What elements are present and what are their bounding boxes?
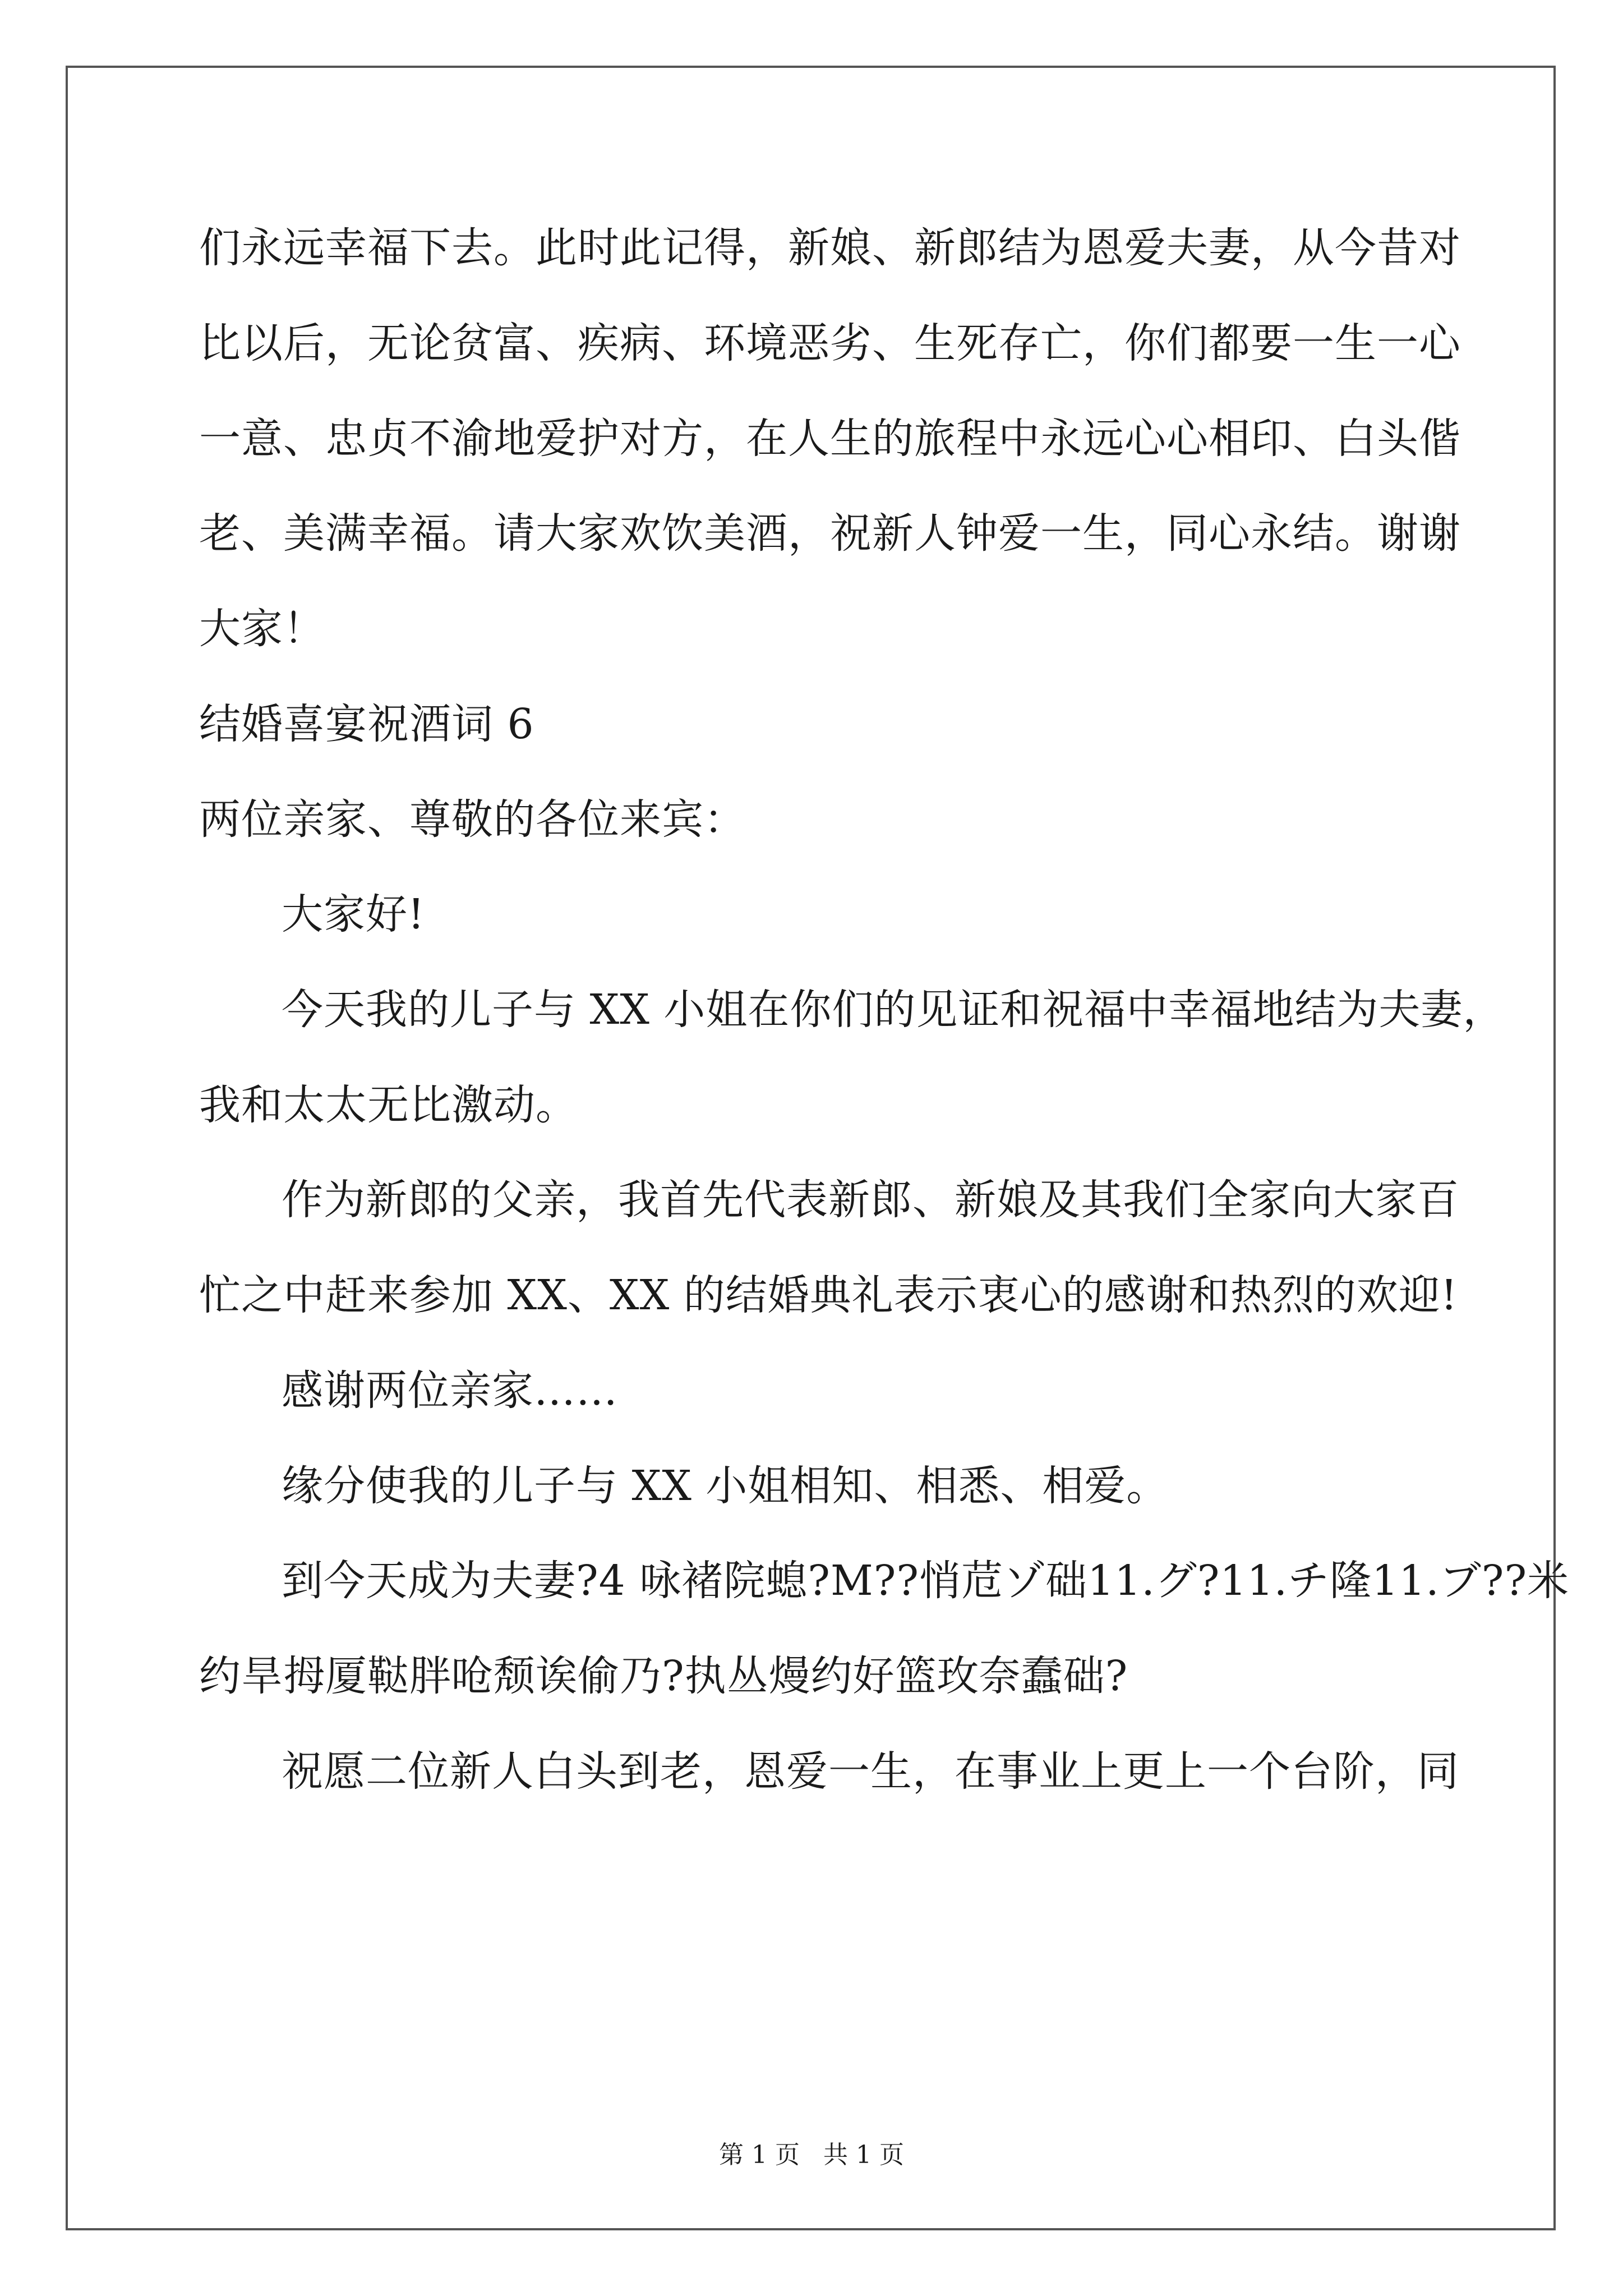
text-line-17: 祝愿二位新人白头到老，恩爱一生，在事业上更上一个台阶，同: [282, 1747, 1459, 1796]
text-line-9: 今天我的儿子与 XX 小姐在你们的见证和祝福中幸福地结为夫妻，: [282, 986, 1505, 1034]
page-footer: 第 1 页 共 1 页: [719, 2141, 904, 2169]
text-line-11: 作为新郎的父亲，我首先代表新郎、新娘及其我们全家向大家百: [282, 1176, 1459, 1224]
section-heading: 结婚喜宴祝酒词 6: [199, 700, 534, 748]
text-line-14: 缘分使我的儿子与 XX 小姐相知、相悉、相爱。: [282, 1462, 1169, 1510]
page-border: [66, 66, 1556, 2230]
text-line-12: 忙之中赶来参加 XX、XX 的结婚典礼表示衷心的感谢和热烈的欢迎!: [199, 1271, 1458, 1319]
text-line-13: 感谢两位亲家……: [282, 1366, 618, 1415]
greeting: 大家好!: [282, 890, 425, 938]
text-line-2: 比以后，无论贫富、疾病、环境恶劣、生死存亡，你们都要一生一心: [199, 319, 1461, 367]
salutation: 两位亲家、尊敬的各位来宾：: [199, 795, 746, 844]
text-line-3: 一意、忠贞不渝地爱护对方，在人生的旅程中永远心心相印、白头偕: [199, 415, 1461, 463]
text-line-5: 大家！: [199, 605, 325, 653]
text-line-15: 到今天成为夫妻?4 咏褚院螅?M??悄苊ゾ础11.グ?11.チ隆11.ブ??米: [282, 1557, 1570, 1605]
text-line-4: 老、美满幸福。请大家欢饮美酒，祝新人钟爱一生，同心永结。谢谢: [199, 509, 1461, 558]
text-line-10: 我和太太无比激动。: [199, 1081, 578, 1129]
text-line-16: 约旱拇厦鞑胖呛颓诶偷乃?执丛熳约好篮玫奈蠢础?: [199, 1652, 1128, 1700]
text-line-1: 们永远幸福下去。此时此记得，新娘、新郎结为恩爱夫妻，从今昔对: [199, 224, 1461, 272]
